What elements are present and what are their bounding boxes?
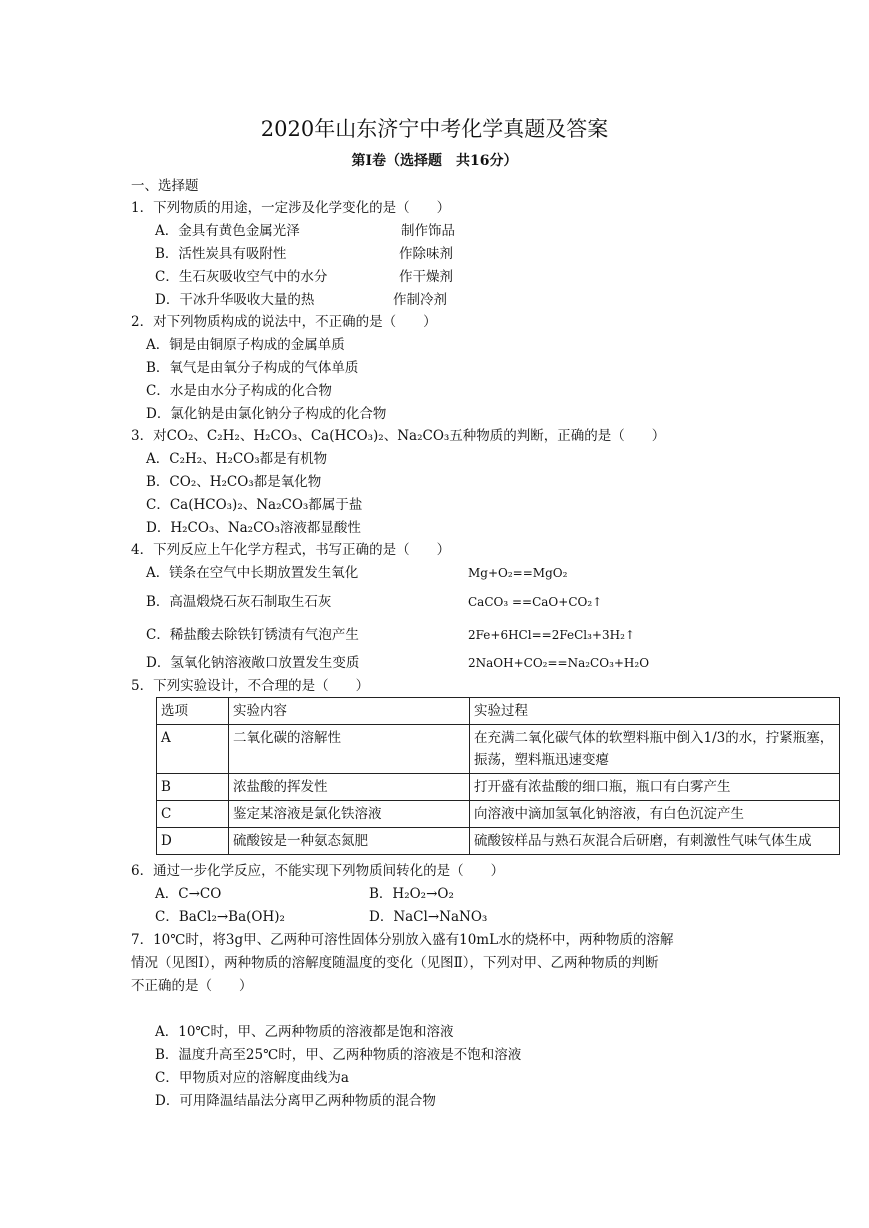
table-cell: A <box>157 725 229 774</box>
table-row <box>157 725 840 774</box>
q6-option-a: A．C→CO <box>155 886 222 902</box>
table-cell: C <box>157 801 229 828</box>
q4-stem: 4．下列反应上午化学方程式，书写正确的是（ ） <box>131 542 451 558</box>
q3-option-b: B．CO₂、H₂CO₃都是氧化物 <box>146 474 322 490</box>
table-cell: 硫酸铵是一种氨态氮肥 <box>229 828 470 855</box>
q2-option-a: A．铜是由铜原子构成的金属单质 <box>146 337 345 353</box>
document-title: 2020年山东济宁中考化学真题及答案 <box>260 117 609 141</box>
q2-option-c: C．水是由水分子构成的化合物 <box>146 383 332 399</box>
q7-option-c: C．甲物质对应的溶解度曲线为a <box>155 1070 349 1086</box>
q3-option-a: A．C₂H₂、H₂CO₃都是有机物 <box>146 451 328 467</box>
q5-stem: 5．下列实验设计，不合理的是（ ） <box>131 678 370 694</box>
q7-option-b: B．温度升高至25℃时，甲、乙两种物质的溶液是不饱和溶液 <box>155 1047 522 1063</box>
table-header-row <box>157 698 840 725</box>
table-header-process: 实验过程 <box>470 698 840 725</box>
q1-option-c-use: 作干燥剂 <box>399 269 453 285</box>
table-cell: B <box>157 774 229 801</box>
table-row <box>157 828 840 855</box>
q6-stem: 6．通过一步化学反应，不能实现下列物质间转化的是（ ） <box>131 863 505 879</box>
table-cell: D <box>157 828 229 855</box>
q4-option-d: D．氢氧化钠溶液敞口放置发生变质 <box>146 655 360 671</box>
q4-option-c-equation: 2Fe+6HCl==2FeCl₃+3H₂↑ <box>468 628 635 642</box>
q4-option-b: B．高温煅烧石灰石制取生石灰 <box>146 594 332 610</box>
q6-option-d: D．NaCl→NaNO₃ <box>369 909 488 925</box>
table-cell: 向溶液中滴加氢氧化钠溶液，有白色沉淀产生 <box>470 801 840 828</box>
table-cell: 二氧化碳的溶解性 <box>229 725 470 774</box>
table-cell: 在充满二氧化碳气体的软塑料瓶中倒入1/3的水，拧紧瓶塞，振荡，塑料瓶迅速变瘪 <box>470 725 840 774</box>
table-header-option: 选项 <box>157 698 229 725</box>
q1-option-a-use: 制作饰品 <box>401 223 455 239</box>
q4-option-a-equation: Mg+O₂==MgO₂ <box>468 566 568 580</box>
table-header-content: 实验内容 <box>229 698 470 725</box>
section-heading: 一、选择题 <box>131 178 199 194</box>
q6-option-c: C．BaCl₂→Ba(OH)₂ <box>155 909 285 925</box>
section-title: 第Ⅰ卷（选择题 共16分） <box>351 153 518 169</box>
q1-option-a: A．金具有黄色金属光泽 <box>155 223 300 239</box>
table-cell: 硫酸铵样品与熟石灰混合后研磨，有刺激性气味气体生成 <box>470 828 840 855</box>
q3-stem: 3．对CO₂、C₂H₂、H₂CO₃、Ca(HCO₃)₂、Na₂CO₃五种物质的判断，正确的是（ ） <box>131 428 666 444</box>
q2-option-d: D．氯化钠是由氯化钠分子构成的化合物 <box>146 406 387 422</box>
q1-option-d-use: 作制冷剂 <box>393 292 447 308</box>
table-row <box>157 801 840 828</box>
q6-option-b: B．H₂O₂→O₂ <box>369 886 454 902</box>
table-cell: 浓盐酸的挥发性 <box>229 774 470 801</box>
q2-option-b: B．氧气是由氧分子构成的气体单质 <box>146 360 359 376</box>
q7-stem-line-1: 7．10℃时，将3g甲、乙两种可溶性固体分别放入盛有10mL水的烧杯中，两种物质的溶解 <box>131 932 674 948</box>
table-cell: 打开盛有浓盐酸的细口瓶，瓶口有白雾产生 <box>470 774 840 801</box>
q1-option-b-use: 作除味剂 <box>399 246 453 262</box>
q7-option-a: A．10℃时，甲、乙两种物质的溶液都是饱和溶液 <box>155 1024 454 1040</box>
q4-option-a: A．镁条在空气中长期放置发生氧化 <box>146 565 359 581</box>
q4-option-b-equation: CaCO₃ ==CaO+CO₂↑ <box>468 595 603 609</box>
q2-stem: 2．对下列物质构成的说法中，不正确的是（ ） <box>131 314 437 330</box>
q3-option-d: D．H₂CO₃、Na₂CO₃溶液都显酸性 <box>146 520 361 536</box>
table-row <box>157 774 840 801</box>
q1-option-c: C．生石灰吸收空气中的水分 <box>155 269 328 285</box>
q7-stem-line-3: 不正确的是（ ） <box>131 978 253 994</box>
q1-option-b: B．活性炭具有吸附性 <box>155 246 287 262</box>
q7-option-d: D．可用降温结晶法分离甲乙两种物质的混合物 <box>155 1093 436 1109</box>
q4-option-d-equation: 2NaOH+CO₂==Na₂CO₃+H₂O <box>468 656 650 670</box>
q4-option-c: C．稀盐酸去除铁钉锈渍有气泡产生 <box>146 627 359 643</box>
table-cell: 鉴定某溶液是氯化铁溶液 <box>229 801 470 828</box>
q3-option-c: C．Ca(HCO₃)₂、Na₂CO₃都属于盐 <box>146 497 363 513</box>
q5-experiment-table <box>156 697 840 855</box>
q1-stem: 1．下列物质的用途，一定涉及化学变化的是（ ） <box>131 200 451 216</box>
q7-stem-line-2: 情况（见图Ⅰ），两种物质的溶解度随温度的变化（见图Ⅱ），下列对甲、乙两种物质的判断 <box>131 955 659 971</box>
q1-option-d: D．干冰升华吸收大量的热 <box>155 292 315 308</box>
